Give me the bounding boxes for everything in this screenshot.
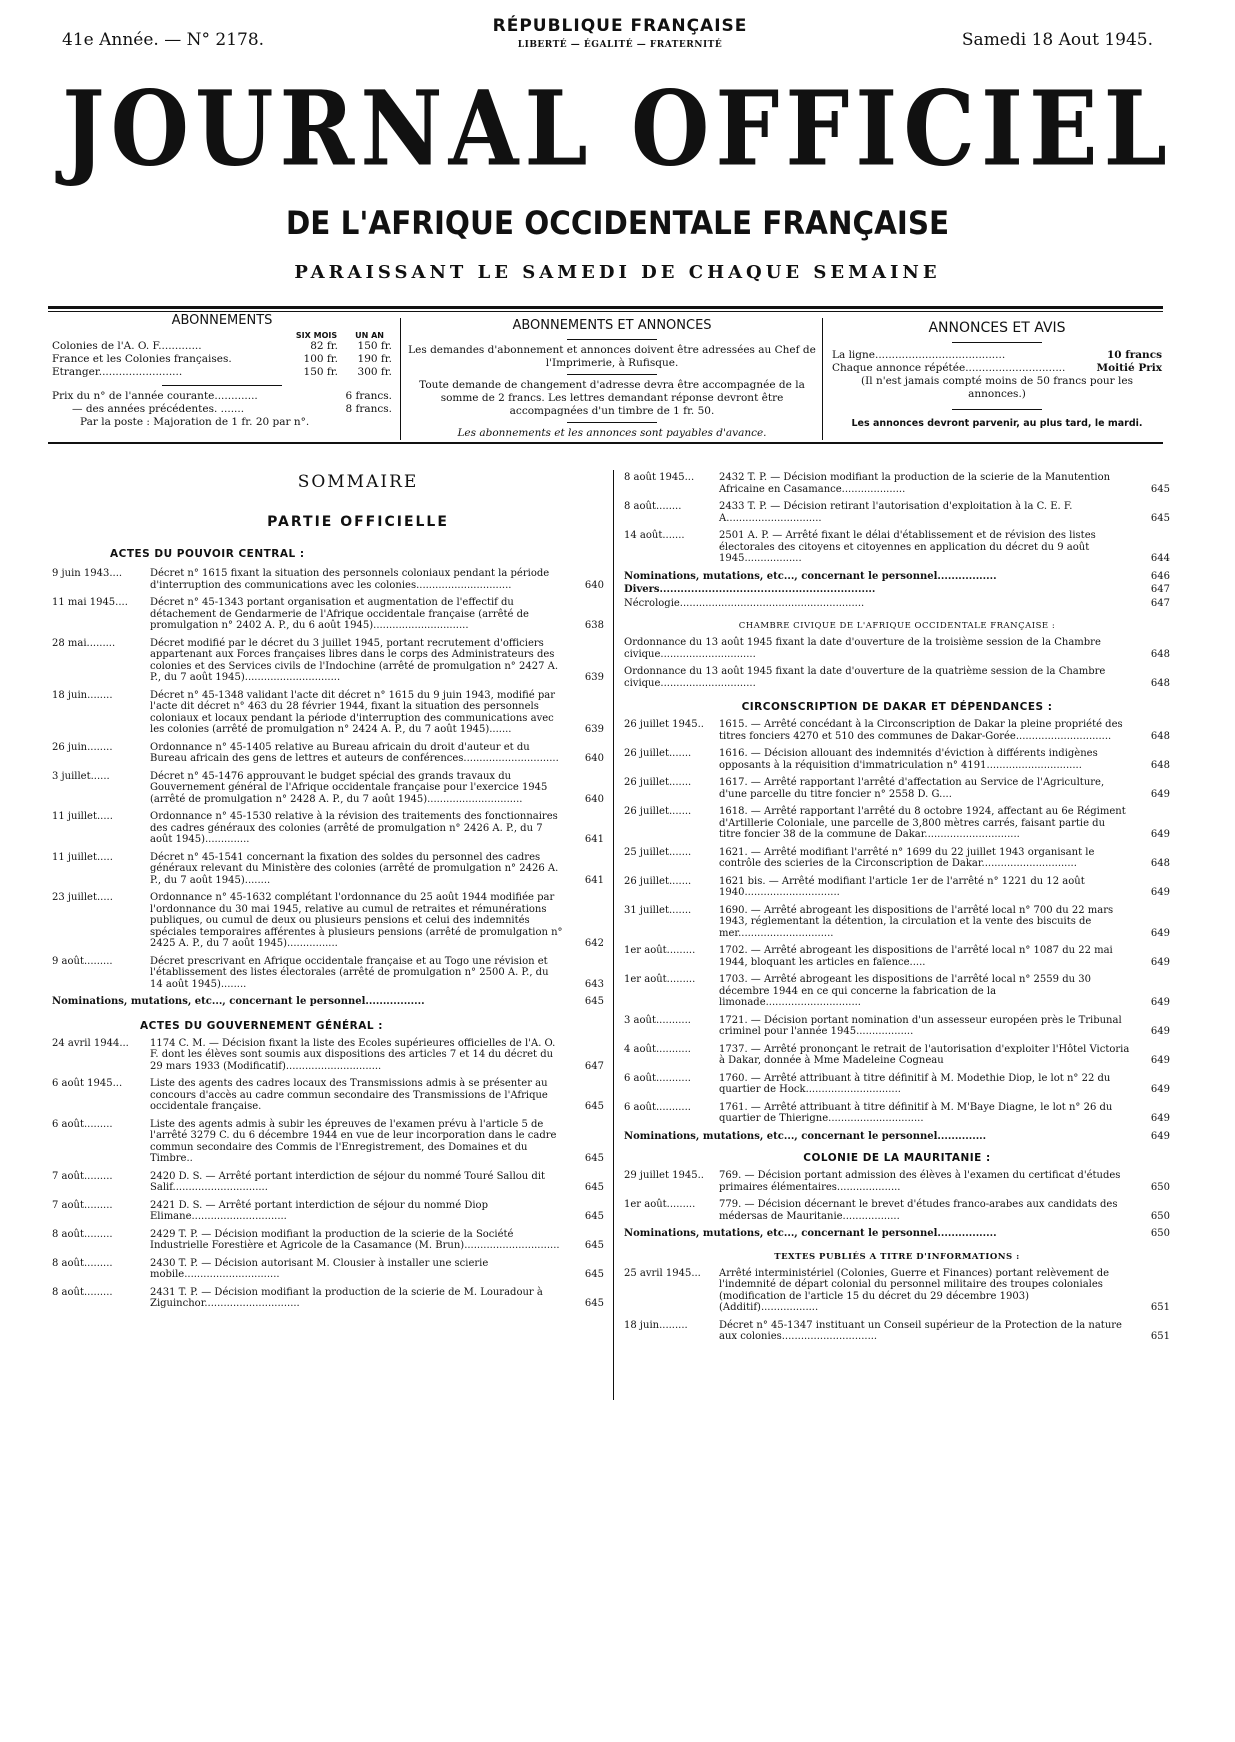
list-item: 25 avril 1945... Arrêté interministériel (Colonies, Guerre et Finances) portant relèvement de l'indemnité de départ colonial du personnel militaire des troupes coloniales (modification de l'article 15 du décret du 29 décembre 1903) (Additif).................. 651 (624, 1267, 1170, 1313)
list-item: 8 août......... 2430 T. P. — Décision autorisant M. Clousier à installer une scierie mobile.............................. 645 (52, 1257, 604, 1280)
list-item: 26 juillet....... 1621 bis. — Arrêté modifiant l'article 1er de l'arrêté n° 1221 du 12 août 1940.............................. 649 (624, 875, 1170, 898)
list-item: 26 juillet....... 1618. — Arrêté rapportant l'arrêté du 8 octobre 1924, affectant au 6e Régiment d'Artillerie Coloniale, une parcelle de 3,800 mètres carrés, faisant partie du titre foncier 38 de la commune de Dakar.............................. 649 (624, 806, 1170, 840)
box-divider-1 (400, 318, 401, 440)
section-pouvoir-central: ACTES DU POUVOIR CENTRAL : (110, 548, 305, 560)
partie-officielle-heading: PARTIE OFFICIELLE (267, 514, 449, 530)
minimum-note: (Il n'est jamais compté moins de 50 francs pour les annonces.) (861, 375, 1133, 400)
col-six-months: SIX MOIS (295, 331, 338, 340)
list-item: 29 juillet 1945.. 769. — Décision portant admission des élèves à l'examen du certificat d'études primaires élémentaires.................... 650 (624, 1170, 1170, 1193)
list-item: Ordonnance du 13 août 1945 fixant la date d'ouverture de la quatrième session de la Chambre civique.............................. 648 (624, 666, 1170, 689)
nominations-row: Nominations, mutations, etc..., concernant le personnel................. 646 (624, 570, 1170, 582)
price-previous-row: — des années précédentes. ....... 8 francs. (72, 403, 392, 415)
section-gouvernement-general: ACTES DU GOUVERNEMENT GÉNÉRAL : (140, 1019, 383, 1032)
nominations-row: Nominations, mutations, etc..., concernant le personnel................. 650 (624, 1228, 1170, 1239)
subscription-row: Etranger......................... 150 fr. 300 fr. (52, 366, 392, 378)
section-chambre-civique: CHAMBRE CIVIQUE DE L'AFRIQUE OCCIDENTALE FRANÇAISE : (738, 621, 1056, 631)
list-item: 6 août........... 1760. — Arrêté attribuant à titre définitif à M. Modethie Diop, le lot n° 22 du quartier de Hock.............................. 649 (624, 1072, 1170, 1095)
box2-para-2: Toute demande de changement d'adresse devra être accompagnée de la somme de 2 francs. Les lettres demandant réponse devront être accompagnées d'un timbre de 1 fr. 50. (419, 379, 805, 417)
section-textes-publies: TEXTES PUBLIÉS A TITRE D'INFORMATIONS : (774, 1251, 1020, 1262)
box2-para-3: Les abonnements et les annonces sont payables d'avance. (457, 427, 767, 439)
subscription-row: Colonies de l'A. O. F............. 82 fr. 150 fr. (52, 340, 392, 352)
top-rule-thin (48, 311, 1163, 312)
box-divider-2 (822, 318, 823, 440)
list-item: 6 août........... 1761. — Arrêté attribuant à titre définitif à M. M'Baye Diagne, le lot n° 26 du quartier de Thierigne.............................. 649 (624, 1101, 1170, 1124)
subscriptions-ads-heading: ABONNEMENTS ET ANNONCES (512, 318, 712, 333)
list-item: 31 juillet....... 1690. — Arrêté abrogeant les dispositions de l'arrêté local n° 700 du 22 mars 1943, réglementant la détention, la circulation et la vente des biscuits de mer.............................. 649 (624, 904, 1170, 939)
list-item: 4 août........... 1737. — Arrêté prononçant le retrait de l'autorisation d'exploiter l'Hôtel Victoria à Dakar, donnée à Mme Madeleine Cogneau 649 (624, 1043, 1170, 1066)
nominations-row: Nominations, mutations, etc..., concernant le personnel................. 645 (52, 996, 604, 1007)
list-item: Ordonnance du 13 août 1945 fixant la date d'ouverture de la troisième session de la Chambre civique.............................. 648 (624, 637, 1170, 660)
journal-title: JOURNAL OFFICIEL (62, 68, 1173, 190)
list-item: 8 août......... 2431 T. P. — Décision modifiant la production de la scierie de M. Louradour à Ziguinchor.............................. 645 (52, 1286, 604, 1309)
list-item: 28 mai......... Décret modifié par le décret du 3 juillet 1945, portant recrutement d'officiers appartenant aux Forces françaises libres dans le corps des Administrateurs des colonies et des Services civils de l'Indochine (arrêté de promulgation n° 2427 A. P., du 7 août 1945).............................. 639 (52, 637, 604, 683)
box1-divider (162, 385, 282, 386)
list-item: 11 juillet..... Ordonnance n° 45-1530 relative à la révision des traitements des fonctionnaires des cadres généraux des colonies (arrêté de promulgation n° 2426 A. P., du 7 août 1945).............. 641 (52, 811, 604, 845)
list-item: 18 juin........ Décret n° 45-1348 validant l'acte dit décret n° 1615 du 9 juin 1943, modifié par l'acte dit décret n° 463 du 28 février 1944, fixant la situation des personnels coloniaux et locaux pendant la période d'interruption des communications avec les colonies (arrêté de promulgation n° 2424 A. P., du 7 août 1945)....... 639 (52, 689, 604, 735)
subscriptions-heading: ABONNEMENTS (171, 313, 273, 328)
subscriptions-box (52, 313, 392, 429)
list-item: 8 août 1945... 2432 T. P. — Décision modifiant la production de la scierie de la Manutention Africaine en Casamance.................... 645 (624, 472, 1170, 495)
col-one-year: UN AN (355, 331, 384, 340)
notices-heading: ANNONCES ET AVIS (928, 320, 1066, 336)
list-item: 6 août 1945... Liste des agents des cadres locaux des Transmissions admis à se présenter au concours d'accès au cadre commun secondaire des Transmissions de l'Afrique occidentale française. 645 (52, 1078, 604, 1112)
line-price-row: La ligne....................................... 10 francs (832, 349, 1162, 361)
list-item: 3 juillet...... Décret n° 45-1476 approuvant le budget spécial des grands travaux du Gouvernement général de l'Afrique occidentale française pour l'exercice 1945 (arrêté de promulgation n° 2428 A. P., du 7 août 1945).............................. 640 (52, 770, 604, 805)
subscriptions-ads-box (408, 318, 816, 440)
box2-para-1: Les demandes d'abonnement et annonces doivent être adressées au Chef de l'Imprimerie, à Rufisque. (408, 344, 816, 369)
sommaire-heading: SOMMAIRE (297, 472, 419, 492)
list-item: 18 juin......... Décret n° 45-1347 instituant un Conseil supérieur de la Protection de la nature aux colonies.............................. 651 (624, 1319, 1170, 1342)
list-item: 24 avril 1944... 1174 C. M. — Décision fixant la liste des Ecoles supérieures officielles de l'A. O. F. dont les élèves sont soumis aux dispositions des articles 7 et 14 du décret du 29 mars 1933 (Modificatif).............................. 647 (52, 1037, 604, 1072)
list-item: 26 juin........ Ordonnance n° 45-1405 relative au Bureau africain du droit d'auteur et du Bureau africain des gens de lettres et auteurs de conférences.............................. 640 (52, 741, 604, 764)
republic-block (470, 16, 770, 50)
list-item: 8 août......... 2429 T. P. — Décision modifiant la production de la scierie de la Société Industrielle Forestière et Agricole de la Casamance (M. Brun).............................. 645 (52, 1228, 604, 1251)
list-item: 14 août....... 2501 A. P. — Arrêté fixant le délai d'établissement et de révision des listes électorales des citoyens et citoyennes en application du décret du 9 août 1945.................. 644 (624, 530, 1170, 564)
deadline-note: Les annonces devront parvenir, au plus tard, le mardi. (851, 418, 1143, 429)
price-current-row: Prix du n° de l'année courante............. 6 francs. (52, 390, 392, 402)
subscription-rows (52, 340, 392, 379)
right-column (624, 472, 1170, 1349)
list-item: 9 juin 1943.... Décret n° 1615 fixant la situation des personnels coloniaux pendant la période d'interruption des communications avec les colonies.............................. 640 (52, 568, 604, 591)
list-item: 1er août......... 779. — Décision décernant le brevet d'études franco-arabes aux candidats des médersas de Mauritanie.................. 650 (624, 1199, 1170, 1222)
divers-row: Divers.............................................................. 647 (624, 584, 1170, 595)
list-item: 8 août........ 2433 T. P. — Décision retirant l'autorisation d'exploitation à la C. E. F. A.............................. 645 (624, 501, 1170, 524)
issue-date: Samedi 18 Aout 1945. (961, 30, 1153, 50)
publication-frequency: PARAISSANT LE SAMEDI DE CHAQUE SEMAINE (294, 262, 941, 283)
republic-label: RÉPUBLIQUE FRANÇAISE (492, 16, 748, 36)
list-item: 26 juillet....... 1617. — Arrêté rapportant l'arrêté d'affectation au Service de l'Agriculture, d'une parcelle du titre foncier n° 2558 D. G.... 649 (624, 777, 1170, 800)
left-column (52, 472, 604, 1316)
list-item: 23 juillet..... Ordonnance n° 45-1632 complétant l'ordonnance du 25 août 1944 modifiée par l'ordonnance du 30 mai 1945, relative au cumul de retraites et rémunérations publiques, ou cumul de deux ou plusieurs pensions et celui des indemnités spéciales temporaires afférentes à plusieurs pensions (arrêté de promulgation n° 2425 A. P., du 7 août 1945)................ 642 (52, 892, 604, 949)
list-item: 26 juillet....... 1616. — Décision allouant des indemnités d'éviction à différents indigènes opposants à la réquisition d'immatriculation n° 4191.............................. 648 (624, 748, 1170, 771)
list-item: 11 mai 1945.... Décret n° 45-1343 portant organisation et augmentation de l'effectif du détachement de Gendarmerie de l'Afrique occidentale française (arrêté de promulgation n° 2402 A. P., du 6 août 1945).............................. 638 (52, 597, 604, 631)
motto: LIBERTÉ — ÉGALITÉ — FRATERNITÉ (517, 40, 723, 50)
top-rule (48, 306, 1163, 309)
list-item: 6 août......... Liste des agents admis à subir les épreuves de l'examen prévu à l'article 5 de l'arrêté 3279 C. du 6 décembre 1944 en vue de leur incorporation dans le cadre commun secondaire des Commis de l'Enregistrement, des Domaines et du Timbre.. 645 (52, 1118, 604, 1164)
list-item: 1er août......... 1702. — Arrêté abrogeant les dispositions de l'arrêté local n° 1087 du 22 mai 1944, bloquant les articles en faïence..... 649 (624, 945, 1170, 968)
section-dakar: CIRCONSCRIPTION DE DAKAR ET DÉPENDANCES : (741, 701, 1053, 713)
section-mauritanie: COLONIE DE LA MAURITANIE : (803, 1152, 991, 1164)
journal-subtitle: DE L'AFRIQUE OCCIDENTALE FRANÇAISE (285, 204, 950, 242)
list-item: 7 août......... 2421 D. S. — Arrêté portant interdiction de séjour du nommé Diop Elimane.............................. 645 (52, 1199, 604, 1222)
repeat-price-row: Chaque annonce répétée.............................. Moitié Prix (832, 362, 1162, 374)
box-bottom-rule (48, 442, 1163, 444)
list-item: 1er août......... 1703. — Arrêté abrogeant les dispositions de l'arrêté local n° 2559 du 30 décembre 1944 en ce qui concerne la fabrication de la limonade.............................. 649 (624, 974, 1170, 1008)
list-item: 9 août......... Décret prescrivant en Afrique occidentale française et au Togo une révision et l'établissement des listes électorales (arrêté de promulgation n° 2500 A. P., du 14 août 1945)........ 643 (52, 955, 604, 990)
list-item: 7 août......... 2420 D. S. — Arrêté portant interdiction de séjour du nommé Touré Sallou dit Salif.............................. 645 (52, 1170, 604, 1193)
column-divider (613, 470, 614, 1400)
issue-number: 41e Année. — N° 2178. (62, 30, 265, 50)
subscription-row: France et les Colonies françaises. 100 fr. 190 fr. (52, 353, 392, 365)
list-item: 26 juillet 1945.. 1615. — Arrêté concédant à la Circonscription de Dakar la pleine propriété des titres fonciers 4270 et 510 des communes de Dakar-Gorée.............................. 648 (624, 719, 1170, 742)
list-item: 3 août........... 1721. — Décision portant nomination d'un assesseur européen près le Tribunal criminel pour l'année 1945.................. 649 (624, 1014, 1170, 1037)
notices-box (832, 320, 1162, 429)
necrologie-row: Nécrologie.......................................................... 647 (624, 597, 1170, 609)
nominations-row: Nominations, mutations, etc..., concernant le personnel.............. 649 (624, 1130, 1170, 1142)
postage-note: Par la poste : Majoration de 1 fr. 20 par n°. (80, 416, 310, 428)
list-item: 25 juillet....... 1621. — Arrêté modifiant l'arrêté n° 1699 du 22 juillet 1943 organisant le contrôle des scieries de la Circonscription de Dakar.............................. 648 (624, 846, 1170, 869)
list-item: 11 juillet..... Décret n° 45-1541 concernant la fixation des soldes du personnel des cadres généraux relevant du Ministère des colonies (arrêté de promulgation n° 2426 A. P., du 7 août 1945)........ 641 (52, 851, 604, 886)
